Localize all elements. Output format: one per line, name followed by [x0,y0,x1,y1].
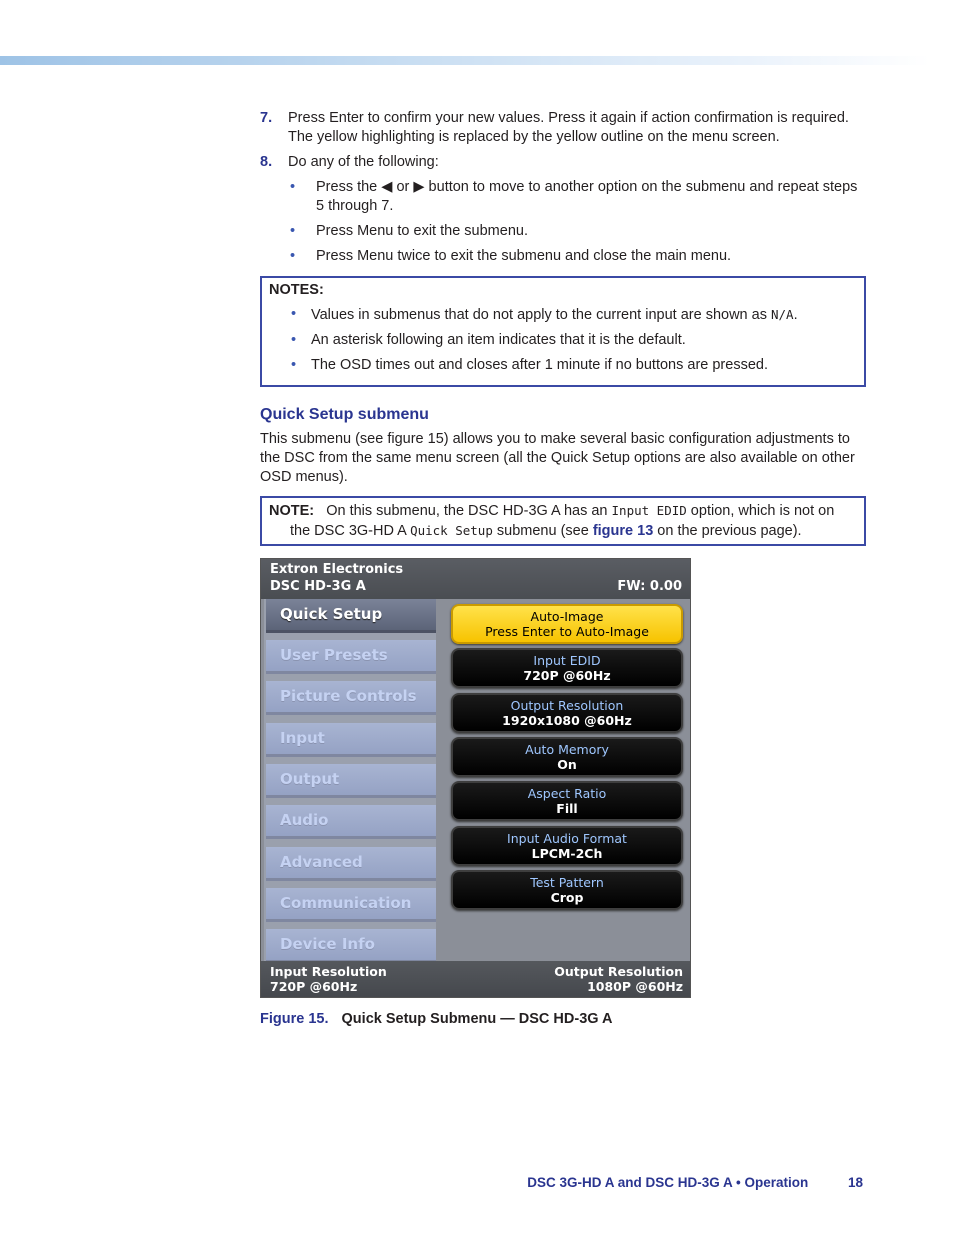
list-item [289,331,854,350]
step-7 [260,109,866,147]
osd-option-aspect-ratio[interactable] [451,781,683,821]
bullet-icon: • [290,223,296,239]
footer-value: 1080P @60Hz [587,979,683,994]
list-item [288,178,866,216]
option-label: Input EDID [533,653,601,668]
option-value: LPCM-2Ch [531,846,603,861]
option-label: Auto Memory [525,742,609,757]
list-item [289,305,854,325]
option-value: Press Enter to Auto-Image [485,624,649,639]
header-gradient-bar [0,56,930,65]
step-8 [260,153,866,172]
code-text: Input EDID [611,503,687,518]
footer-text: DSC 3G-HD A and DSC HD-3G A • Operation [527,1175,809,1190]
bullet-icon: • [291,306,297,322]
osd-screenshot [260,558,691,998]
osd-menu-device-info[interactable]: Device Info [266,929,436,963]
footer-label: Output Resolution [554,964,683,979]
step-8-bullet-list [288,178,866,266]
footer-value: 720P @60Hz [270,979,358,994]
option-value: On [557,757,577,772]
notes-heading: NOTES: [269,282,324,298]
option-value: 1920x1080 @60Hz [502,713,632,728]
note-text: Values in submenus that do not apply to the current input are shown as [311,307,771,323]
code-text: N/A [771,307,794,322]
option-label: Auto-Image [530,609,604,624]
option-label: Input Audio Format [507,831,627,846]
bullet-text: Press Menu to exit the submenu. [316,223,528,239]
osd-option-test-pattern[interactable] [451,870,683,910]
option-value: Crop [550,890,584,905]
code-text: Quick Setup [410,523,493,538]
bullet-icon: • [291,332,297,348]
osd-model: DSC HD-3G A [270,579,366,594]
section-paragraph: This submenu (see figure 15) allows you to make several basic configuration adjustments to the DSC from the same menu screen (all the Quick Setup options are also available on other OSD menus). [260,431,855,485]
figure-13-link[interactable]: figure 13 [592,523,654,539]
osd-main-menu [264,599,436,963]
osd-footer [261,961,690,997]
figure-number: Figure 15. [260,1011,329,1027]
osd-menu-output[interactable]: Output [266,764,436,798]
note-text: An asterisk following an item indicates that it is the default. [311,332,686,348]
osd-menu-audio[interactable]: Audio [266,805,436,839]
option-value: Fill [556,801,578,816]
option-label: Output Resolution [510,698,624,713]
osd-output-resolution [554,964,683,994]
list-item [288,247,866,266]
osd-menu-input[interactable]: Input [266,723,436,757]
bullet-icon: • [290,248,296,264]
osd-option-input-edid[interactable] [451,648,683,688]
note-text: On this submenu, the DSC HD-3G A has an [326,503,612,519]
page-footer [527,1175,863,1190]
bullet-icon: • [291,357,297,373]
note-text: submenu (see [492,523,593,539]
osd-option-auto-image[interactable] [451,604,683,644]
step-number: 7. [260,110,273,126]
notes-box [260,276,866,387]
list-item [288,222,866,241]
note-text: The OSD times out and closes after 1 minute if no buttons are pressed. [311,357,768,373]
footer-label: Input Resolution [270,964,387,979]
osd-input-resolution [270,964,387,994]
osd-menu-user-presets[interactable]: User Presets [266,640,436,674]
note-text: on the previous page). [653,523,802,539]
bullet-text: Press the ◀ or ▶ button to move to another option on the submenu and repeat steps 5 through 7. [316,179,858,214]
osd-option-auto-memory[interactable] [451,737,683,777]
note-text: option, which is not on the DSC 3G-HD A [290,503,835,539]
note-box [260,496,866,546]
osd-header [261,559,690,599]
osd-option-input-audio-format[interactable] [451,826,683,866]
osd-company: Extron Electronics [270,562,404,577]
option-value: 720P @60Hz [523,668,611,683]
notes-list [269,305,854,375]
page-content [260,109,866,546]
section-heading: Quick Setup submenu [260,406,429,423]
option-label: Test Pattern [530,875,604,890]
note-text: . [793,307,798,323]
step-text: Press Enter to confirm your new values. Press it again if action confirmation is required. The yellow highlighting is replaced by the yellow outline on the menu screen. [288,110,849,145]
bullet-text: Press Menu twice to exit the submenu and close the main menu. [316,248,732,264]
osd-firmware: FW: 0.00 [617,579,682,594]
osd-menu-picture-controls[interactable]: Picture Controls [266,681,436,715]
figure-title: Quick Setup Submenu — DSC HD-3G A [341,1011,613,1027]
osd-menu-advanced[interactable]: Advanced [266,847,436,881]
bullet-icon: • [290,179,296,195]
option-label: Aspect Ratio [527,786,607,801]
osd-menu-quick-setup[interactable]: Quick Setup [266,599,436,633]
step-number: 8. [260,154,273,170]
note-label: NOTE: [269,503,315,519]
osd-submenu [436,599,690,963]
figure-caption [260,1011,613,1027]
page-number: 18 [847,1175,863,1190]
step-text: Do any of the following: [288,154,439,170]
list-item [289,356,854,375]
osd-menu-communication[interactable]: Communication [266,888,436,922]
osd-option-output-resolution[interactable] [451,693,683,733]
